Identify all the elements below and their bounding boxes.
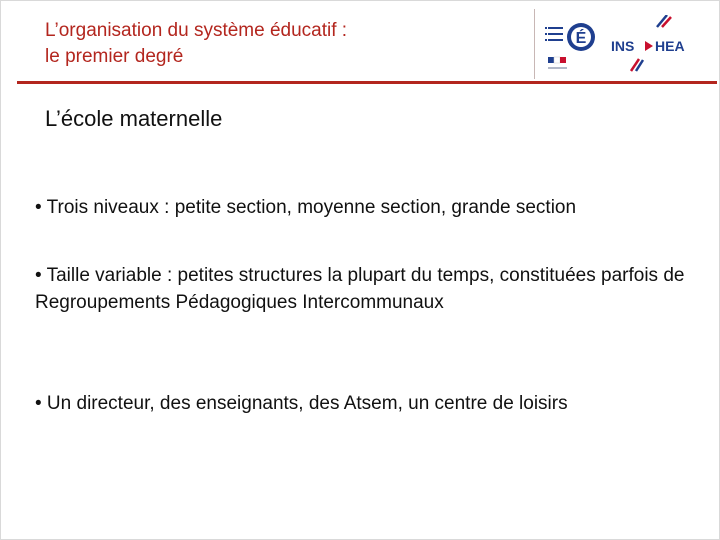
inshea-logo-icon <box>609 15 693 73</box>
bullet-item: • Taille variable : petites structures la plupart du temps, constituées parfois de Regroupements Pédagogiques Intercommunaux <box>35 265 685 313</box>
inshea-text-right: HEA <box>655 38 685 54</box>
section-title: L’école maternelle <box>45 106 223 131</box>
logo-letter: É <box>575 30 587 47</box>
inshea-logo <box>609 15 693 73</box>
header-title-line-2: le premier degré <box>45 46 184 67</box>
slide-header-title <box>45 18 465 70</box>
header-title-line-1: L’organisation du système éducatif : <box>45 20 348 41</box>
education-nationale-logo <box>545 19 605 77</box>
inshea-text-left: INS <box>611 38 635 54</box>
header-underline <box>17 81 717 84</box>
header-vertical-divider <box>534 9 535 79</box>
bullet-item: • Un directeur, des enseignants, des Atsem, un centre de loisirs <box>35 393 568 414</box>
education-nationale-logo-icon <box>545 19 605 77</box>
bullet-item: • Trois niveaux : petite section, moyenne section, grande section <box>35 197 577 218</box>
